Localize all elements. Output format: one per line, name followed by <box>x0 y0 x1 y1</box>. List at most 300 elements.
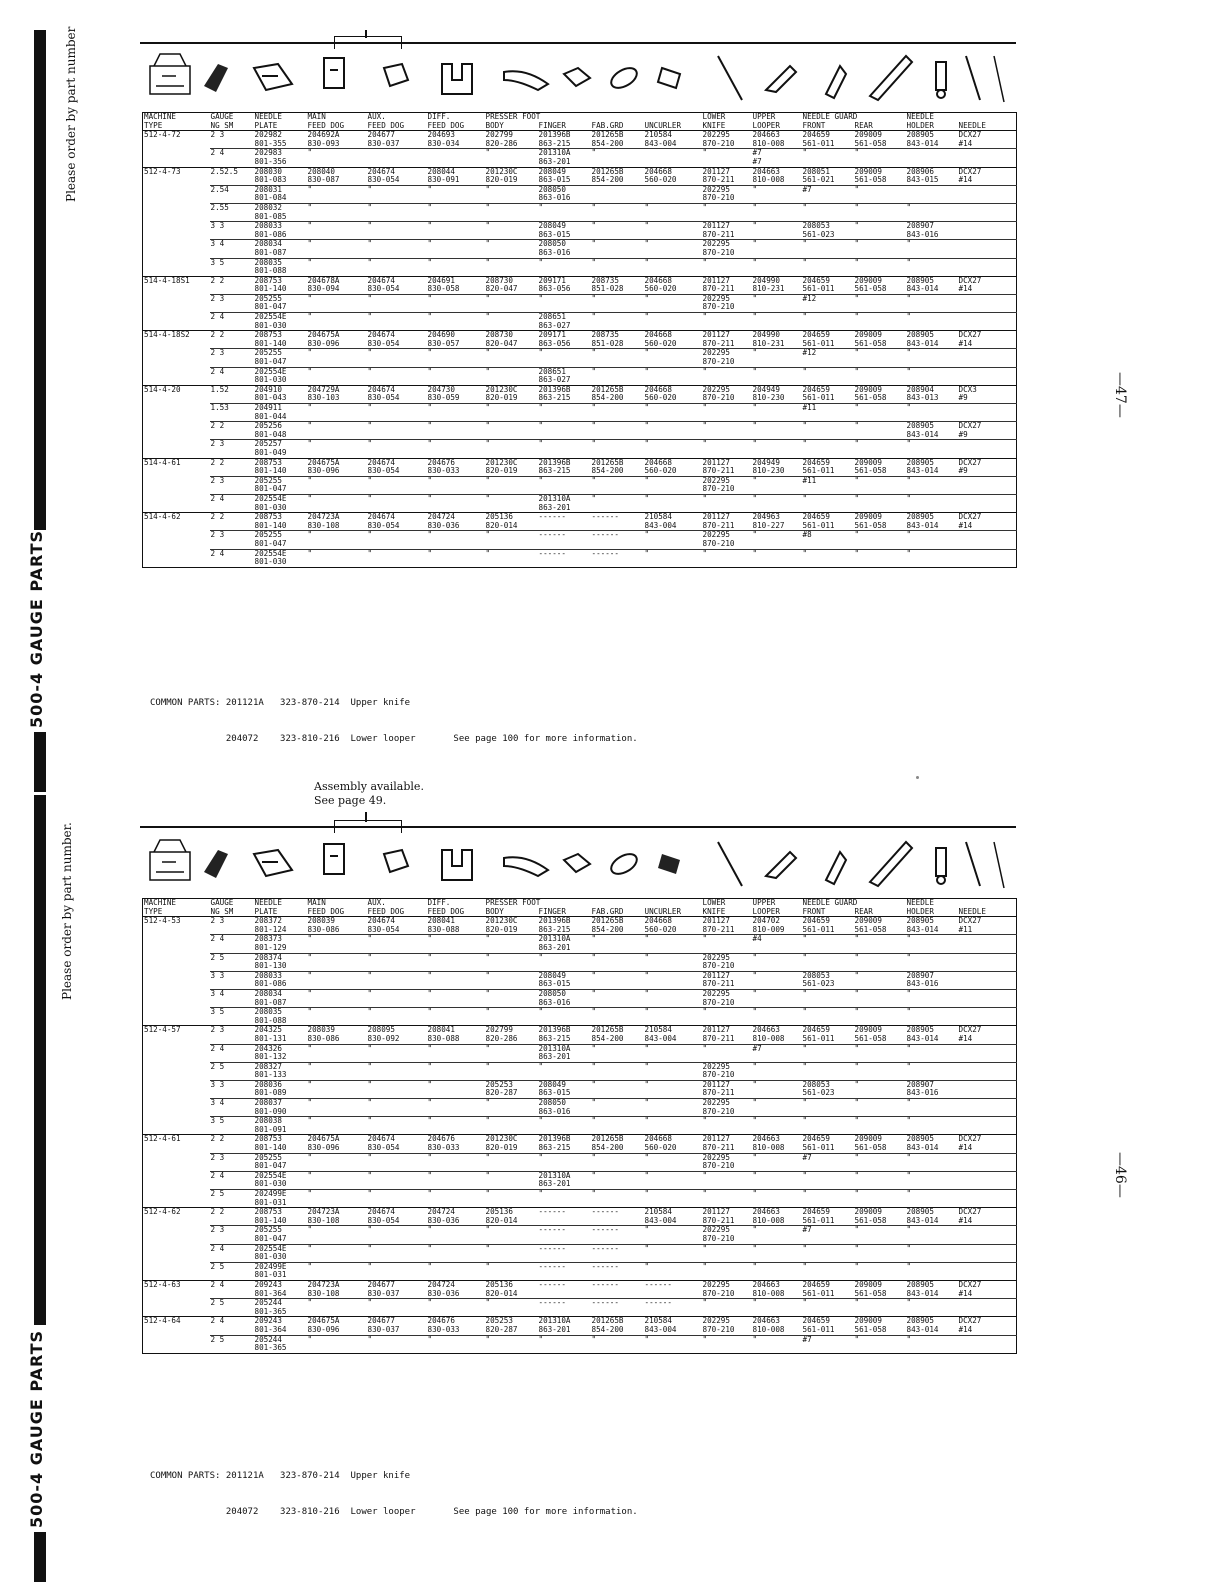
table-row <box>143 494 1017 503</box>
table-cell: 3 3 <box>210 222 254 231</box>
table-cell: 201396B <box>538 1135 591 1144</box>
table-cell: " <box>307 203 367 212</box>
table-cell <box>307 194 367 203</box>
table-cell <box>644 485 702 494</box>
table-cell: " <box>752 531 802 540</box>
table-row <box>143 485 1017 494</box>
table-row <box>143 1035 1017 1044</box>
icon-divider-top <box>140 42 1016 44</box>
table-cell <box>644 149 702 158</box>
table-cell: " <box>906 1299 958 1308</box>
table-cell: 863-215 <box>538 925 571 934</box>
table-cell <box>367 504 427 513</box>
table-cell: " <box>307 494 367 503</box>
table-cell: " <box>367 531 427 540</box>
table-cell: " <box>854 203 906 212</box>
table-cell <box>958 413 1017 422</box>
table-cell: " <box>307 1226 367 1235</box>
table-row <box>143 458 1017 467</box>
table-cell: 208907 <box>906 1080 958 1089</box>
table-row <box>143 194 1017 203</box>
table-cell <box>854 1053 906 1062</box>
table-cell <box>485 1071 538 1080</box>
table-cell: 820-019 <box>485 467 518 476</box>
table-cell <box>143 185 210 194</box>
table-cell <box>143 367 210 376</box>
table-cell: " <box>906 404 958 413</box>
table-cell <box>854 158 906 167</box>
table-cell <box>143 404 210 413</box>
table-cell: DCX27 <box>958 1208 1017 1217</box>
table-cell <box>143 1117 210 1126</box>
table-cell: " <box>854 1062 906 1071</box>
column-header: NEEDLE <box>906 112 934 121</box>
table-cell: " <box>802 1008 854 1017</box>
table-cell <box>210 540 254 549</box>
table-cell: 2 3 <box>210 349 254 358</box>
table-cell <box>427 149 485 158</box>
table-cell <box>427 962 485 971</box>
table-cell: 870-210 <box>702 394 735 403</box>
table-cell <box>802 1344 854 1353</box>
table-cell: " <box>485 222 538 231</box>
table-cell: 204677 <box>367 1317 427 1326</box>
table-cell <box>427 413 485 422</box>
table-cell <box>958 185 1017 194</box>
table-cell: 204659 <box>802 1280 854 1289</box>
table-cell: " <box>485 1299 538 1308</box>
table-cell: " <box>538 404 591 413</box>
table-cell <box>752 213 802 222</box>
table-cell: 204668 <box>644 458 702 467</box>
table-cell <box>752 540 802 549</box>
table-cell: " <box>752 1062 802 1071</box>
table-cell: 870-210 <box>702 1107 735 1116</box>
table-cell: 801-030 <box>254 1180 287 1189</box>
table-cell: " <box>854 953 906 962</box>
table-cell: 801-355 <box>254 139 287 148</box>
common-parts-bottom <box>150 1446 638 1530</box>
table-cell: " <box>427 1190 485 1199</box>
table-cell <box>485 1180 538 1189</box>
table-cell: DCX27 <box>958 1317 1017 1326</box>
table-cell <box>307 944 367 953</box>
table-cell: 801-140 <box>254 467 287 476</box>
table-cell: 561-058 <box>854 394 887 403</box>
table-cell: 201230C <box>485 167 538 176</box>
table-cell: " <box>906 1008 958 1017</box>
table-cell <box>752 944 802 953</box>
table-cell <box>143 476 210 485</box>
table-cell: 2 2 <box>210 458 254 467</box>
table-cell: 208053 <box>802 222 854 231</box>
table-cell <box>427 980 485 989</box>
table-cell: 863-201 <box>538 1053 571 1062</box>
table-cell <box>958 1180 1017 1189</box>
table-cell: 810-230 <box>752 467 785 476</box>
table-cell: 204674 <box>367 276 427 285</box>
table-cell: " <box>752 258 802 267</box>
table-cell <box>958 494 1017 503</box>
table-cell <box>591 1253 644 1262</box>
table-cell: " <box>367 404 427 413</box>
table-cell: 209009 <box>854 1026 906 1035</box>
table-cell <box>591 1053 644 1062</box>
table-cell: 202295 <box>702 1280 752 1289</box>
table-cell <box>143 989 210 998</box>
table-cell <box>210 999 254 1008</box>
table-cell: " <box>485 971 538 980</box>
table-cell <box>644 1344 702 1353</box>
table-row <box>143 1099 1017 1108</box>
column-header: UNCURLER <box>644 122 702 131</box>
table-cell <box>644 158 702 167</box>
table-cell: 204675A <box>307 1135 367 1144</box>
table-cell: 801-129 <box>254 943 287 952</box>
table-cell: 801-047 <box>254 303 287 312</box>
table-cell: 201396B <box>538 916 571 926</box>
table-cell <box>644 1108 702 1117</box>
table-cell: 2.52.5 <box>210 167 254 176</box>
table-cell <box>958 1226 1017 1235</box>
table-cell: 201127 <box>702 971 752 980</box>
table-cell <box>307 449 367 458</box>
table-cell: " <box>906 294 958 303</box>
table-cell <box>752 1053 802 1062</box>
table-cell <box>485 1199 538 1208</box>
table-cell: 830-108 <box>307 521 340 530</box>
table-cell: " <box>427 313 485 322</box>
table-row <box>143 267 1017 276</box>
table-cell <box>644 431 702 440</box>
table-row <box>143 467 1017 476</box>
table-cell: 512-4-57 <box>143 1026 210 1035</box>
table-cell: " <box>906 494 958 503</box>
table-cell <box>485 1271 538 1280</box>
table-cell <box>644 1053 702 1062</box>
table-cell: " <box>427 440 485 449</box>
table-cell: 210584 <box>644 1317 702 1326</box>
table-cell: ------ <box>591 1244 644 1253</box>
table-cell <box>958 231 1017 240</box>
table-cell <box>538 358 591 367</box>
table-cell <box>143 422 210 431</box>
table-cell: 208373 <box>254 935 307 944</box>
table-cell: 204663 <box>752 1280 802 1289</box>
table-cell <box>427 1108 485 1117</box>
table-row <box>143 158 1017 167</box>
table-cell: #14 <box>958 1144 973 1153</box>
table-cell <box>802 1071 854 1080</box>
table-cell <box>367 1108 427 1117</box>
table-cell: " <box>644 203 702 212</box>
table-cell: " <box>752 476 802 485</box>
table-cell: 2 3 <box>210 130 225 140</box>
table-cell: " <box>854 494 906 503</box>
table-cell: " <box>752 1008 802 1017</box>
table-cell <box>802 413 854 422</box>
table-cell: 801-030 <box>254 503 287 512</box>
column-header: TYPE <box>143 908 210 917</box>
table-cell: " <box>427 1044 485 1053</box>
table-cell: " <box>307 185 367 194</box>
column-header: PRESSER FOOT <box>485 898 541 907</box>
table-cell: " <box>367 494 427 503</box>
table-cell <box>210 1108 254 1117</box>
table-row <box>143 340 1017 349</box>
table-cell: " <box>854 1335 906 1344</box>
table-cell: DCX3 <box>958 385 1017 394</box>
table-cell <box>143 1253 210 1262</box>
table-cell <box>854 249 906 258</box>
machine-icon <box>150 840 190 880</box>
table-cell: " <box>485 1244 538 1253</box>
column-header: MACHINE <box>144 898 177 907</box>
table-cell: #14 <box>958 139 973 148</box>
table-cell <box>307 376 367 385</box>
table-cell: " <box>367 1244 427 1253</box>
table-cell: 208905 <box>906 276 958 285</box>
table-cell: 830-058 <box>427 285 460 294</box>
table-cell: 208050 <box>538 185 591 194</box>
table-cell: " <box>485 422 538 431</box>
table-cell <box>367 1308 427 1317</box>
table-cell: " <box>485 1262 538 1271</box>
table-cell: 201127 <box>702 1208 752 1217</box>
table-cell: 208905 <box>906 513 958 522</box>
table-cell: 2 4 <box>210 1244 254 1253</box>
table-cell: 204963 <box>752 513 802 522</box>
table-cell: 202295 <box>702 349 752 358</box>
table-cell <box>143 249 210 258</box>
column-header: NG SM <box>210 908 254 917</box>
table-cell: ------ <box>538 1244 591 1253</box>
table-cell: ------ <box>538 1262 591 1271</box>
column-header: HOLDER <box>906 122 958 131</box>
diff-feed-dog-icon <box>384 64 408 86</box>
table-cell <box>485 1162 538 1171</box>
table-row <box>143 549 1017 558</box>
table-cell <box>427 303 485 312</box>
table-cell <box>854 303 906 312</box>
table-cell: 2 4 <box>210 1044 254 1053</box>
table-cell: " <box>307 313 367 322</box>
table-cell <box>427 1053 485 1062</box>
table-cell: 208051 <box>802 167 854 176</box>
table-row <box>143 926 1017 935</box>
table-cell: " <box>802 1099 854 1108</box>
table-cell <box>644 980 702 989</box>
table-cell: 204729A <box>307 385 367 394</box>
table-row <box>143 1217 1017 1226</box>
table-cell: 201230C <box>485 385 538 394</box>
table-cell <box>591 231 644 240</box>
table-cell <box>591 267 644 276</box>
table-cell: 204990 <box>752 331 802 340</box>
table-cell <box>210 340 254 349</box>
table-cell <box>307 980 367 989</box>
table-row <box>143 1180 1017 1189</box>
table-cell: 208033 <box>254 971 307 980</box>
table-cell: " <box>854 404 906 413</box>
table-cell <box>854 504 906 513</box>
table-cell <box>538 485 591 494</box>
table-cell: 561-011 <box>802 925 835 934</box>
table-cell: " <box>307 1244 367 1253</box>
table-cell: 204949 <box>752 385 802 394</box>
table-cell <box>854 1308 906 1317</box>
table-cell: 201230C <box>485 458 538 467</box>
table-cell: 843-014 <box>906 430 939 439</box>
table-cell: 204724 <box>427 1280 485 1289</box>
table-cell: " <box>802 313 854 322</box>
column-header: LOOPER <box>752 908 802 917</box>
table-row <box>143 944 1017 953</box>
table-cell <box>802 267 854 276</box>
table-cell: 830-094 <box>307 285 340 294</box>
table-cell <box>143 394 210 403</box>
table-cell: " <box>485 294 538 303</box>
table-cell <box>210 194 254 203</box>
table-cell: 820-019 <box>485 176 518 185</box>
table-cell: " <box>906 203 958 212</box>
table-cell: 209009 <box>854 130 882 140</box>
table-cell: 202295 <box>702 185 752 194</box>
table-cell: DCX27 <box>958 916 982 926</box>
table-cell <box>210 1053 254 1062</box>
table-cell: " <box>591 1080 644 1089</box>
table-cell: 202295 <box>702 1099 752 1108</box>
table-cell: 202554E <box>254 1171 307 1180</box>
table-cell <box>802 1199 854 1208</box>
table-cell: 201230C <box>485 1135 538 1144</box>
column-header: MAIN <box>307 112 326 121</box>
table-cell: 801-030 <box>254 321 287 330</box>
table-cell <box>854 267 906 276</box>
table-cell: 201127 <box>702 222 752 231</box>
table-cell: 201310A <box>538 1171 591 1180</box>
table-cell <box>591 431 644 440</box>
table-cell: " <box>591 1044 644 1053</box>
table-cell <box>485 449 538 458</box>
table-cell: 208037 <box>254 1099 307 1108</box>
table-cell <box>906 1199 958 1208</box>
table-cell <box>854 413 906 422</box>
table-cell: " <box>485 1117 538 1126</box>
table-cell: 205255 <box>254 1153 307 1162</box>
table-cell <box>752 485 802 494</box>
table-cell <box>307 1199 367 1208</box>
table-cell: 830-054 <box>367 1144 400 1153</box>
table-cell: 202499E <box>254 1190 307 1199</box>
table-cell <box>427 267 485 276</box>
table-cell: " <box>906 349 958 358</box>
table-cell: " <box>702 1262 752 1271</box>
table-cell: " <box>802 1244 854 1253</box>
table-cell: 205136 <box>485 1280 538 1289</box>
column-header: FAB.GRD <box>591 122 644 131</box>
table-cell: " <box>854 1171 906 1180</box>
table-cell <box>210 303 254 312</box>
table-cell <box>143 962 210 971</box>
table-cell: 204990 <box>752 276 802 285</box>
table-cell: " <box>802 1299 854 1308</box>
table-cell <box>906 1071 958 1080</box>
table-row <box>143 285 1017 294</box>
table-cell <box>538 1199 591 1208</box>
table-row <box>143 1108 1017 1117</box>
table-cell: " <box>367 971 427 980</box>
table-row <box>143 167 1017 176</box>
section-bar-lower <box>34 795 46 1325</box>
table-cell <box>210 1035 254 1044</box>
table-cell: 820-019 <box>485 925 518 934</box>
table-cell: 801-133 <box>254 1071 287 1080</box>
table-cell <box>958 194 1017 203</box>
table-cell: 820-047 <box>485 339 518 348</box>
table-cell: DCX27 <box>958 1280 1017 1289</box>
needle-guard-front-icon <box>870 56 912 100</box>
table-cell: " <box>307 1044 367 1053</box>
table-cell: " <box>702 549 752 558</box>
needle-plate-icon <box>204 64 228 92</box>
table-cell: 560-020 <box>644 285 677 294</box>
table-cell: 208041 <box>427 916 455 926</box>
table-cell <box>485 1053 538 1062</box>
table-cell: 208049 <box>538 167 591 176</box>
table-cell: 201265B <box>591 1317 644 1326</box>
table-cell <box>958 1190 1017 1199</box>
presser-foot-body-icon <box>442 64 472 94</box>
column-header: BODY <box>485 908 538 917</box>
table-cell: 820-286 <box>485 1034 518 1043</box>
table-cell <box>143 313 210 322</box>
table-cell <box>591 504 644 513</box>
table-cell: #7 <box>752 1044 802 1053</box>
table-row <box>143 1008 1017 1017</box>
table-cell: " <box>538 258 591 267</box>
table-cell: 3 5 <box>210 1008 254 1017</box>
table-row <box>143 917 1017 926</box>
table-cell <box>591 1089 644 1098</box>
table-cell: " <box>538 1008 591 1017</box>
table-cell: " <box>644 531 702 540</box>
table-cell <box>958 540 1017 549</box>
table-cell <box>538 1253 591 1262</box>
table-cell: 801-087 <box>254 998 287 1007</box>
table-cell: " <box>427 367 485 376</box>
table-cell: 204668 <box>644 385 702 394</box>
column-header: NEEDLE <box>254 898 282 907</box>
table-cell: 208038 <box>254 1117 307 1126</box>
table-cell: 205136 <box>485 1208 538 1217</box>
table-cell <box>143 1299 210 1308</box>
table-cell <box>906 303 958 312</box>
table-cell <box>591 1180 644 1189</box>
table-cell <box>958 989 1017 998</box>
table-cell: " <box>702 258 752 267</box>
table-cell: 2 3 <box>210 476 254 485</box>
table-cell: 204663 <box>752 1135 802 1144</box>
table-cell: 2 4 <box>210 149 254 158</box>
table-cell <box>854 213 906 222</box>
table-cell <box>802 1053 854 1062</box>
table-cell: " <box>752 349 802 358</box>
table-cell <box>485 322 538 331</box>
table-cell: 208753 <box>254 276 307 285</box>
table-cell: " <box>752 953 802 962</box>
assembly-note-line1: Assembly available. <box>314 780 424 793</box>
